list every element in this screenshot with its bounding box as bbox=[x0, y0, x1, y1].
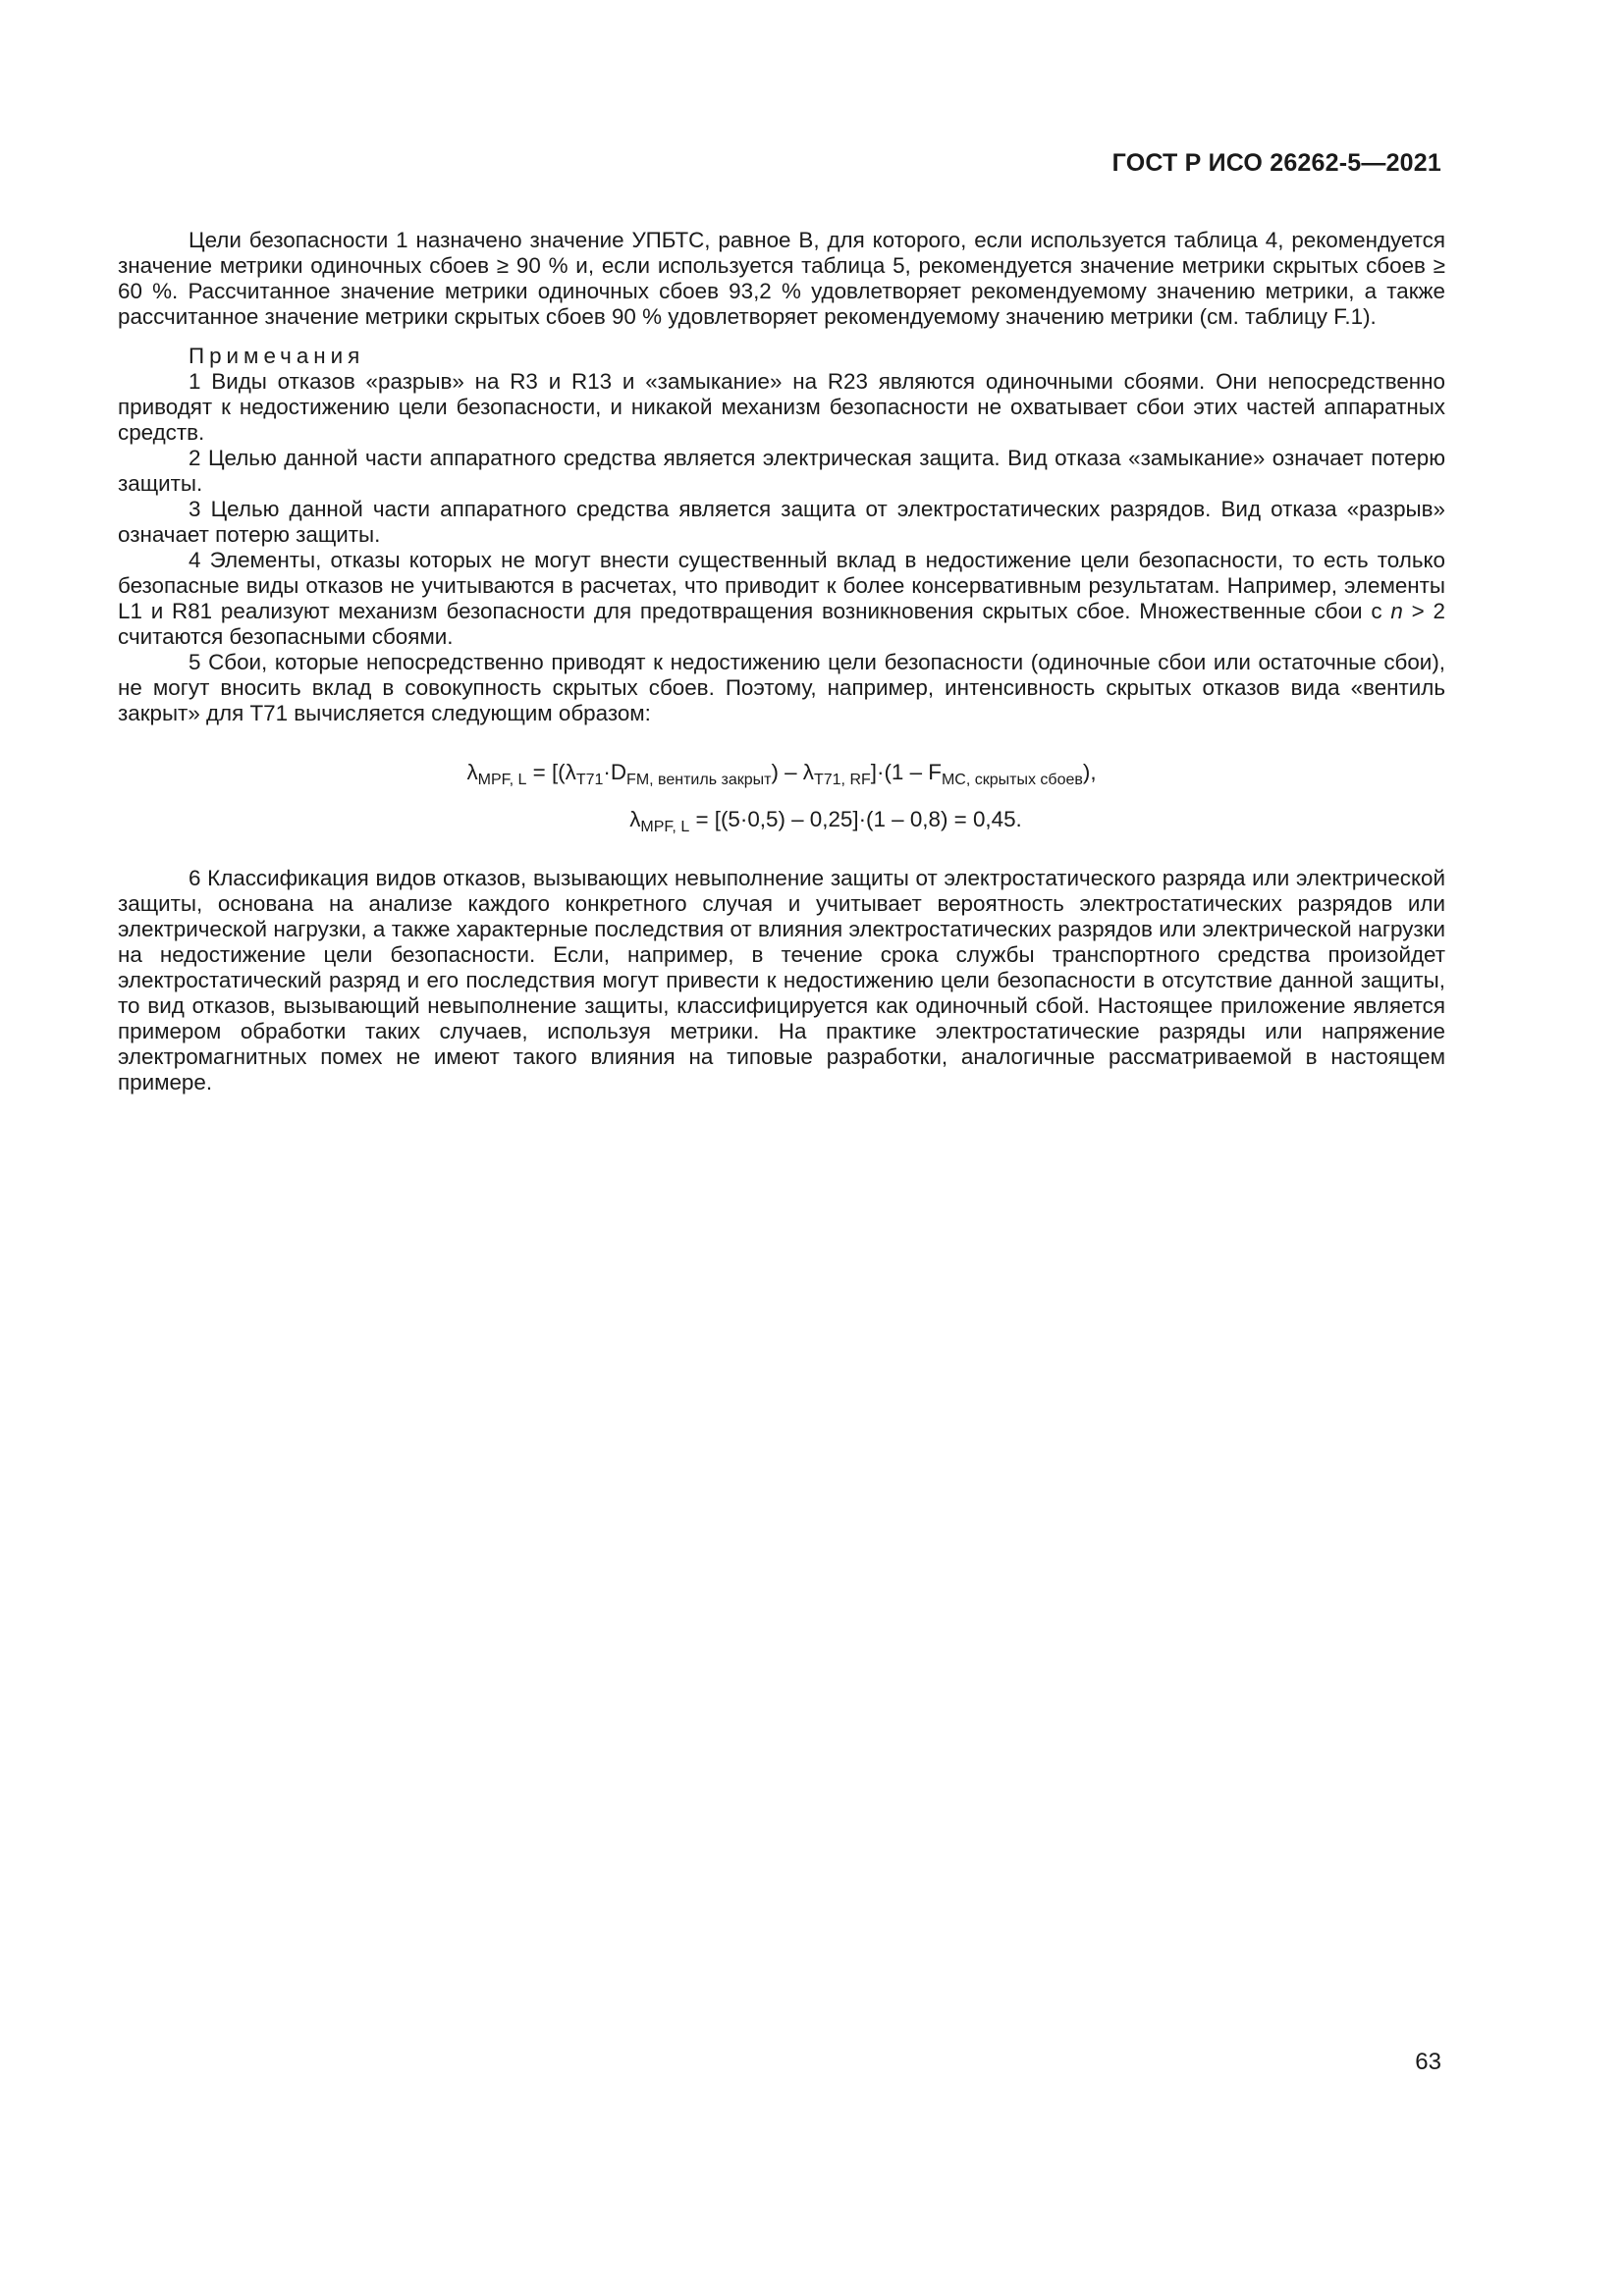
note-4-text-b: > 2 считаются безопасными сбоями. bbox=[118, 599, 1445, 649]
formula-lambda: λ bbox=[466, 760, 478, 784]
formula-text: ·D bbox=[603, 760, 627, 784]
formula-text: ) – λ bbox=[771, 760, 814, 784]
intro-paragraph: Цели безопасности 1 назначено значение УПБТС, равное В, для которого, если используется таблица 4, рекомендуется значение метрики одиночных сбоев ≥ 90 % и, если используется таблица 5, рекомендуется значение метрики скрытых сбоев ≥ 60 %. Рассчитанное значение метрики одиночных сбоев 93,2 % удовлетворяет рекомендуемому значению метрики, а также рассчитанное значение метрики скрытых сбоев 90 % удовлетворяет рекомендуемому значению метрики (см. таблицу F.1). bbox=[118, 228, 1445, 329]
note-1: 1 Виды отказов «разрыв» на R3 и R13 и «замыкание» на R23 являются одиночными сбоями. Они непосредственно приводят к недостижению цели безопасности, и никакой механизм безопасности не охватывает сбои этих частей аппаратных средств. bbox=[118, 369, 1445, 445]
note-5: 5 Сбои, которые непосредственно приводят к недостижению цели безопасности (одиночные сбои или остаточные сбои), не могут вносить вклад в совокупность скрытых сбоев. Поэтому, например, интенсивность скрытых отказов вида «вентиль закрыт» для Т71 вычисляется следующим образом: bbox=[118, 650, 1445, 725]
document-body bbox=[118, 228, 1445, 1095]
formula-text: = [(λ bbox=[526, 760, 576, 784]
formula-subscript: MC, скрытых сбоев bbox=[941, 772, 1083, 788]
formula-subscript: T71, RF bbox=[813, 772, 871, 788]
formula-subscript: T71 bbox=[575, 772, 604, 788]
notes-title: Примечания bbox=[189, 344, 365, 368]
note-2: 2 Целью данной части аппаратного средства является электрическая защита. Вид отказа «замыкание» означает потерю защиты. bbox=[118, 446, 1445, 496]
formula-general bbox=[118, 760, 1445, 788]
note-3: 3 Целью данной части аппаратного средства является защита от электростатических разрядов. Вид отказа «разрыв» означает потерю защиты. bbox=[118, 497, 1445, 547]
document-header: ГОСТ Р ИСО 26262-5—2021 bbox=[1111, 149, 1441, 177]
formula-subscript: FM, вентиль закрыт bbox=[626, 772, 772, 788]
page-number: 63 bbox=[1415, 2049, 1441, 2075]
formula-text: ), bbox=[1082, 760, 1097, 784]
formula-text: ]·(1 – F bbox=[870, 760, 942, 784]
note-4 bbox=[118, 548, 1445, 650]
note-4-text-a: 4 Элементы, отказы которых не могут внести существенный вклад в недостижение цели безопасности, то есть только безопасные виды отказов не учитываются в расчетах, что приводит к более консервативным результатам. Например, элементы L1 и R81 реализуют механизм безопасности для предотвращения возникновения скрытых сбое. Множественные сбои с bbox=[118, 548, 1445, 623]
note-4-variable: n bbox=[1390, 599, 1403, 623]
note-6: 6 Классификация видов отказов, вызывающих невыполнение защиты от электростатического разряда или электрической защиты, основана на анализе каждого конкретного случая и учитывает вероятность электростатических разрядов или электрической нагрузки, а также характерные последствия от влияния электростатических разрядов или электрической нагрузки на недостижение цели безопасности. Если, например, в течение срока службы транспортного средства произойдет электростатический разряд и его последствия могут привести к недостижению цели безопасности в отсутствие данной защиты, то вид отказов, вызывающий невыполнение защиты, классифицируется как одиночный сбой. Настоящее приложение является примером обработки таких случаев, используя метрики. На практике электростатические разряды или напряжение электромагнитных помех не имеют такого влияния на типовые разработки, аналогичные рассматриваемой в настоящем примере. bbox=[118, 866, 1445, 1095]
formula-numeric bbox=[118, 807, 1445, 835]
formula-subscript: MPF, L bbox=[640, 819, 690, 835]
formula-lambda: λ bbox=[629, 807, 641, 831]
formula-text: = [(5·0,5) – 0,25]·(1 – 0,8) = 0,45. bbox=[689, 807, 1022, 831]
formula-subscript: MPF, L bbox=[477, 772, 527, 788]
